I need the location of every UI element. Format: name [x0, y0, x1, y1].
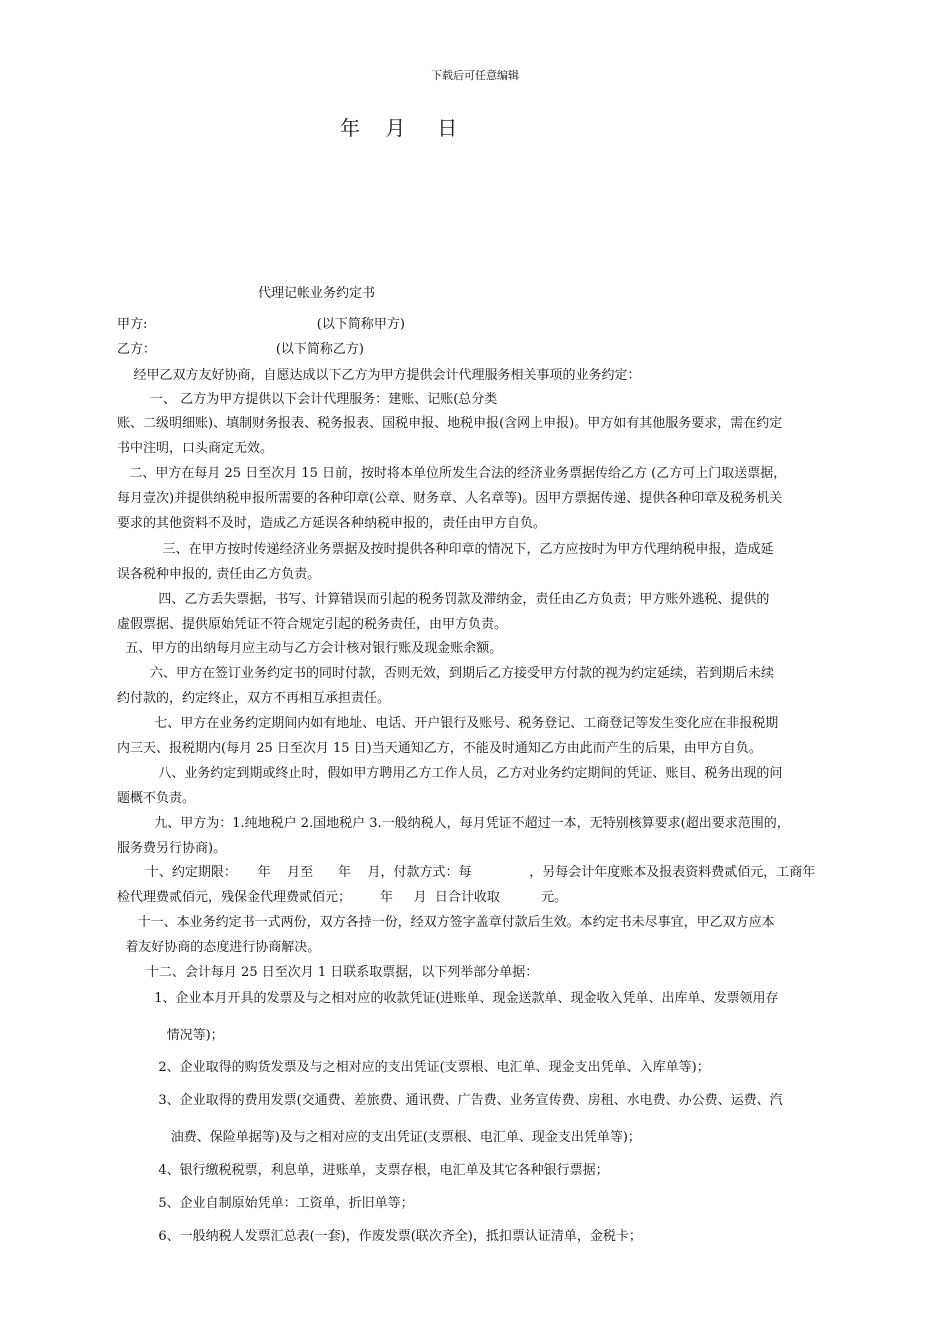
clause-4-line: 虚假票据、提供原始凭证不符合规定引起的税务责任，由甲方负责。	[117, 617, 508, 632]
page-header: 下载后可任意编辑	[431, 69, 519, 82]
document-item-line: 6、一般纳税人发票汇总表(一套)，作废发票(联次齐全)，抵扣票认证清单，金税卡；	[117, 1229, 642, 1244]
document-item-line: 2、企业取得的购货发票及与之相对应的支出凭证(支票根、电汇单、现金支出凭单、入库单等)；	[117, 1060, 710, 1075]
document-item-line: 油费、保险单据等)及与之相对应的支出凭证(支票根、电汇单、现金支出凭单等)；	[117, 1130, 641, 1145]
clause-3-line: 三、在甲方按时传递经济业务票据及按时提供各种印章的情况下，乙方应按时为甲方代理纳税申报，造成延	[117, 542, 774, 557]
party-a-line: 甲方: (以下简称甲方)	[117, 317, 405, 332]
clause-2-line: 二、甲方在每月 25 日至次月 15 日前，按时将本单位所发生合法的经济业务票据传给乙方 (乙方可上门取送票据，	[117, 466, 787, 481]
clause-11-line: 着友好协商的态度进行协商解决。	[117, 940, 321, 955]
clause-12-line: 十二、会计每月 25 日至次月 1 日联系取票据，以下列举部分单据：	[117, 965, 539, 980]
clause-2-line: 要求的其他资料不及时，造成乙方延误各种纳税申报的，责任由甲方自负。	[117, 516, 547, 531]
date-line: 年 月 日	[340, 116, 458, 140]
clause-8-line: 题概不负责。	[117, 791, 196, 806]
clause-9-line: 服务费另行协商)。	[117, 841, 227, 856]
document-item-line: 3、企业取得的费用发票(交通费、差旅费、通讯费、广告费、业务宣传费、房租、水电费、办公费、运费、汽	[117, 1093, 783, 1108]
intro-line: 经甲乙双方友好协商，自愿达成以下乙方为甲方提供会计代理服务相关事项的业务约定：	[117, 368, 641, 383]
clause-6-line: 六、甲方在签订业务约定书的同时付款，否则无效，到期后乙方接受甲方付款的视为约定延续，若到期后未续	[117, 666, 775, 681]
clause-8-line: 八、业务约定到期或终止时，假如甲方聘用乙方工作人员，乙方对业务约定期间的凭证、账目、税务出现的问	[117, 766, 783, 781]
clause-3-line: 误各税种申报的, 责任由乙方负责。	[117, 567, 321, 582]
clause-7-line: 内三天、报税期内(每月 25 日至次月 15 日)当天通知乙方，不能及时通知乙方由此而产生的后果，由甲方自负。	[117, 741, 762, 756]
clause-9-line: 九、甲方为：1.纯地税户 2.国地税户 3.一般纳税人，每月凭证不超过一本，无特别核算要求(超出要求范围的，	[117, 816, 790, 831]
document-item-line: 4、银行缴税税票，利息单，进账单，支票存根，电汇单及其它各种银行票据；	[117, 1163, 609, 1178]
clause-1-line: 一、 乙方为甲方提供以下会计代理服务：建账、记账(总分类	[117, 392, 498, 407]
clause-7-line: 七、甲方在业务约定期间内如有地址、电话、开户银行及账号、税务登记、工商登记等发生变化应在非报税期	[117, 716, 779, 731]
clause-10-line: 十、约定期限： 年 月至 年 月，付款方式：每 ，另每会计年度账本及报表资料费贰佰元，工商年	[117, 865, 816, 880]
clause-6-line: 约付款的，约定终止，双方不再相互承担责任。	[117, 691, 391, 706]
clause-2-line: 每月壹次)并提供纳税申报所需要的各种印章(公章、财务章、人名章等)。因甲方票据传递、提供各种印章及税务机关	[117, 491, 783, 506]
clause-4-line: 四、乙方丢失票据，书写、计算错误而引起的税务罚款及滞纳金，责任由乙方负责；甲方账外逃税、提供的	[117, 592, 770, 607]
clause-1-line: 书中注明，口头商定无效。	[117, 441, 274, 456]
clause-11-line: 十一、本业务约定书一式两份，双方各持一份，经双方签字盖章付款后生效。本约定书未尽事宜，甲乙双方应本	[117, 915, 775, 930]
document-item-line: 5、企业自制原始凭单：工资单，折旧单等；	[117, 1196, 414, 1211]
clause-5-line: 五、甲方的出纳每月应主动与乙方会计核对银行账及现金账余额。	[117, 641, 503, 656]
clause-1-line: 账、二级明细账)、填制财务报表、税务报表、国税申报、地税申报(含网上申报)。甲方如有其他服务要求，需在约定	[117, 416, 783, 431]
document-title: 代理记帐业务约定书	[258, 286, 376, 301]
clause-10-line: 检代理费贰佰元，残保金代理费贰佰元； 年 月 日合计收取 元。	[117, 890, 568, 905]
document-item-line: 情况等)；	[117, 1028, 224, 1043]
party-b-line: 乙方： (以下简称乙方)	[117, 342, 364, 357]
document-item-line: 1、企业本月开具的发票及与之相对应的收款凭证(进账单、现金送款单、现金收入凭单、出库单、发票领用存	[117, 991, 779, 1006]
